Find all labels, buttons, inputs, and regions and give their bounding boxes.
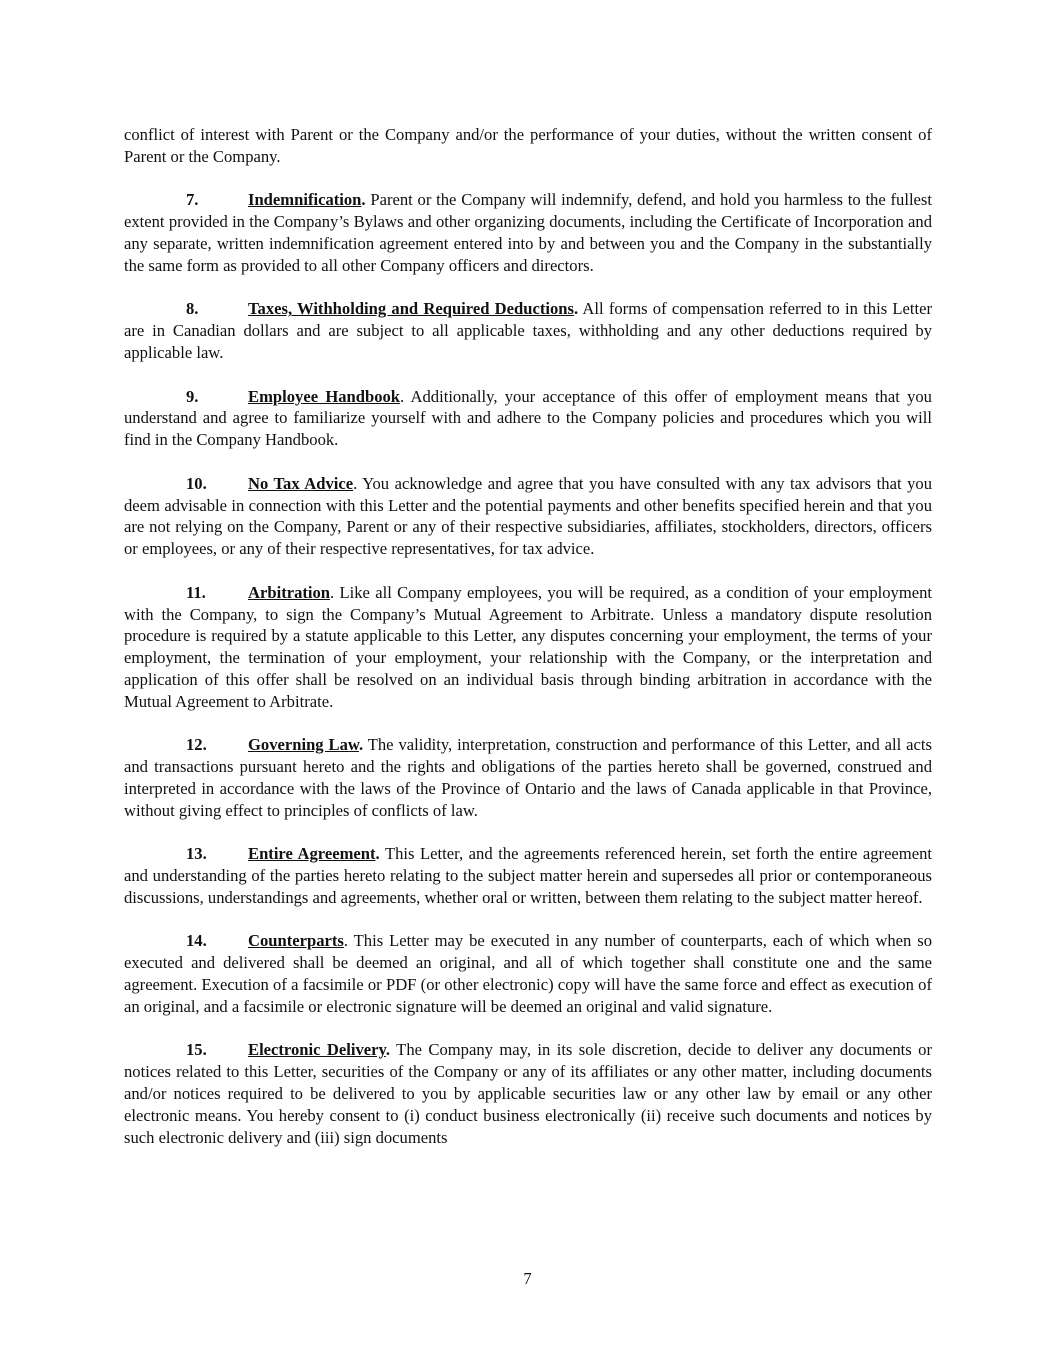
section-heading: Employee Handbook <box>248 386 401 406</box>
section-body: . This Letter may be executed in any number of counterparts, each of which when so executed and delivered shall be deemed an original, and all of which together shall constitute one and the same agreement. Execution of a facsimile or PDF (or other electronic) copy will have the same force and effect as execution of an original, and a facsimile or electronic signature will be deemed an original and valid signature. <box>124 931 932 1016</box>
section-number: 9. <box>186 386 199 406</box>
section-heading: Taxes, Withholding and Required Deductions <box>248 299 574 319</box>
page-number: 7 <box>523 1269 532 1288</box>
section-number: 14. <box>186 931 207 951</box>
section-number: 8. <box>186 299 199 319</box>
section-body: The Company may, in its sole discretion, decide to deliver any documents or notices related to this Letter, securities of the Company or any of its affiliates or any other matter, including documents and/or notices required to be delivered to you by applicable securities law or any other law by email or any other electronic means. You hereby consent to (i) conduct business electronically (ii) receive such documents and notices by such electronic delivery and (iii) sign documents <box>124 1040 932 1147</box>
section-number: 13. <box>186 844 207 864</box>
section-body: The validity, interpretation, construction and performance of this Letter, and all acts and transactions pursuant hereto and the rights and obligations of the parties hereto shall be governed, construed and interpreted in accordance with the laws of the Province of Ontario and the laws of Canada applicable in that Province, without giving effect to principles of conflicts of law. <box>124 735 932 820</box>
section-12 <box>124 734 932 821</box>
section-number: 12. <box>186 735 207 755</box>
section-number: 11. <box>186 582 206 602</box>
section-heading: Electronic Delivery <box>248 1040 386 1060</box>
section-heading: Arbitration <box>248 582 331 602</box>
heading-punctuation: . <box>385 1040 391 1060</box>
section-heading: Entire Agreement <box>248 844 376 864</box>
section-7 <box>124 189 932 276</box>
section-number: 15. <box>186 1040 207 1060</box>
section-heading: Counterparts <box>248 931 344 951</box>
section-heading: Indemnification <box>248 190 362 210</box>
section-8 <box>124 298 932 363</box>
heading-punctuation: . <box>573 299 579 319</box>
intro-paragraph: conflict of interest with Parent or the Company and/or the performance of your duties, without the written consent of Parent or the Company. <box>124 125 932 166</box>
heading-punctuation: . <box>361 190 366 210</box>
heading-punctuation: . <box>375 844 380 864</box>
section-heading: No Tax Advice <box>248 473 354 493</box>
section-body: . You acknowledge and agree that you have consulted with any tax advisors that you deem advisable in connection with this Letter and the potential payments and other benefits specified herein and that you are not relying on the Company, Parent or any of their respective subsidiaries, affiliates, stockholders, directors, officers or employees, or any of their respective representatives, for tax advice. <box>124 473 932 559</box>
section-15 <box>124 1039 932 1148</box>
document-page <box>124 124 932 1170</box>
section-body: This Letter, and the agreements referenced herein, set forth the entire agreement and understanding of the parties hereto relating to the subject matter herein and supersedes all prior or contemporaneous discussions, understandings and agreements, whether oral or written, between them relating to the subject matter hereof. <box>124 844 932 907</box>
heading-punctuation: . <box>358 735 364 755</box>
section-14 <box>124 930 932 1017</box>
section-13 <box>124 843 932 908</box>
section-number: 7. <box>186 190 199 210</box>
section-11 <box>124 582 932 713</box>
section-number: 10. <box>186 473 207 493</box>
section-body: . Additionally, your acceptance of this offer of employment means that you understand and agree to familiarize yourself with and adhere to the Company policies and procedures which you will find in the Company Handbook. <box>124 386 932 450</box>
section-body: . Like all Company employees, you will be required, as a condition of your employment with the Company, to sign the Company’s Mutual Agreement to Arbitrate. Unless a mandatory dispute resolution procedure is required by a statute applicable to this Letter, any disputes concerning your employment, the terms of your employment, the termination of your employment, your relationship with the Company, or the interpretation and application of this offer shall be resolved on an individual basis through binding arbitration in accordance with the Mutual Agreement to Arbitrate. <box>124 582 932 711</box>
section-body: Parent or the Company will indemnify, defend, and hold you harmless to the fullest extent provided in the Company’s Bylaws and other organizing documents, including the Certificate of Incorporation and any separate, written indemnification agreement entered into by and between you and the Company in the substantially the same form as provided to all other Company officers and directors. <box>124 190 932 275</box>
section-body: All forms of compensation referred to in this Letter are in Canadian dollars and are subject to all applicable taxes, withholding and any other deductions required by applicable law. <box>124 299 932 362</box>
section-9 <box>124 386 932 451</box>
section-heading: Governing Law <box>248 735 359 755</box>
section-10 <box>124 473 932 560</box>
